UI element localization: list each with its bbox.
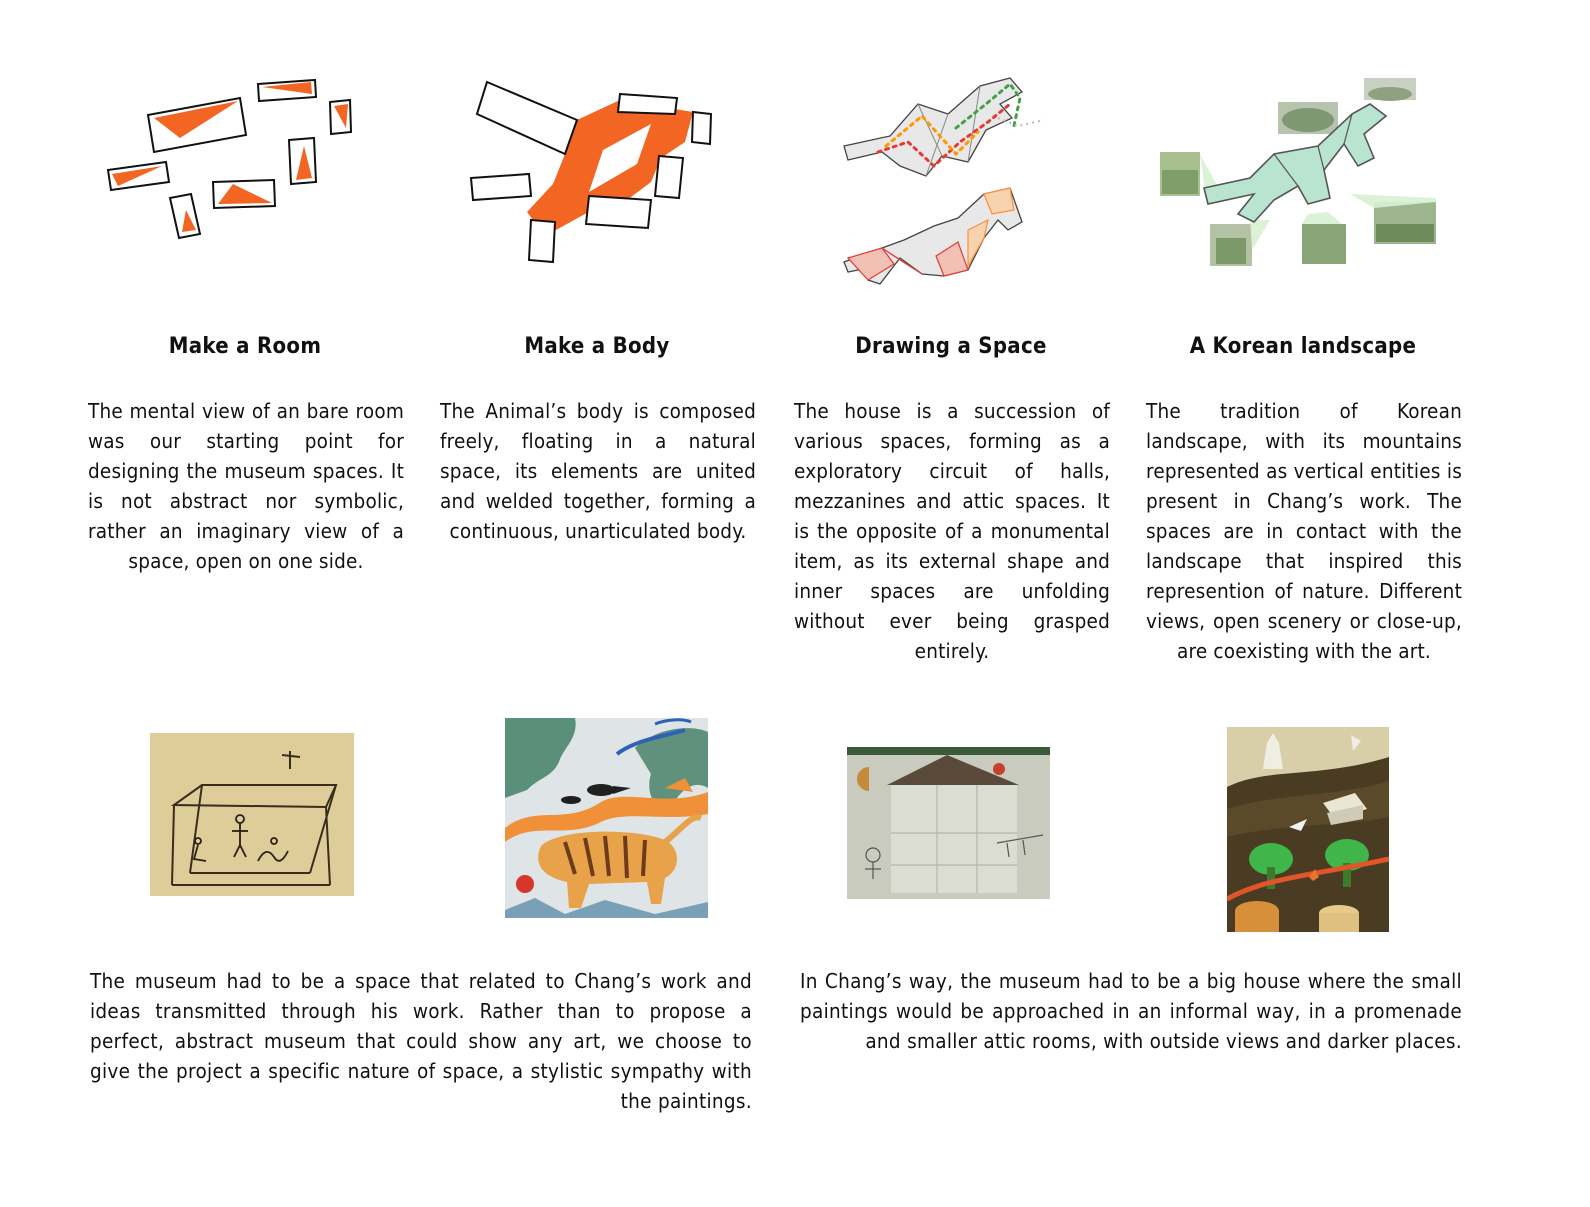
make-a-room-diagram — [100, 70, 370, 250]
tiger-painting — [505, 718, 708, 918]
make-a-body-diagram — [465, 72, 725, 272]
column-title-korean-landscape: A Korean landscape — [1189, 334, 1417, 359]
column-text-drawing-a-space: The house is a succession of various spaces, forming as a exploratory circuit of halls, mezzanines and attic spaces. It is the opposite of a monumental item, as its external shape and inner spaces are unfolding without ever being grasped entirely. — [794, 399, 1110, 663]
column-title-make-a-body: Make a Body — [524, 334, 670, 359]
house-painting — [847, 747, 1050, 899]
bottom-text-left: The museum had to be a space that related to Chang’s work and ideas transmitted through his work. Rather than to propose a perfect, abstract museum that could show any art, we choose to give the project a specific nature of space, a stylistic sympathy with the paintings. — [90, 969, 752, 1113]
bottom-text-right: In Chang’s way, the museum had to be a big house where the small paintings would be approached in an informal way, in a promenade and smaller attic rooms, with outside views and darker places. — [800, 969, 1462, 1053]
room-sketch-painting — [150, 733, 354, 896]
column-text-korean-landscape: The tradition of Korean landscape, with its mountains represented as vertical entities is present in Chang’s work. The spaces are in contact with the landscape that inspired this represention of nature. Different views, open scenery or close-up, are coexisting with the art. — [1146, 399, 1462, 663]
korean-landscape-diagram — [1158, 74, 1443, 274]
column-text-make-a-body: The Animal’s body is composed freely, floating in a natural space, its elements are united and welded together, forming a continuous, unarticulated body. — [440, 399, 756, 543]
column-text-make-a-room: The mental view of an bare room was our starting point for designing the museum spaces. It is not abstract nor symbolic, rather an imaginary view of a space, open on one side. — [88, 399, 404, 573]
column-title-make-a-room: Make a Room — [168, 334, 322, 359]
landscape-painting — [1227, 727, 1389, 932]
column-title-drawing-a-space: Drawing a Space — [855, 334, 1047, 359]
drawing-a-space-diagram — [838, 70, 1048, 300]
